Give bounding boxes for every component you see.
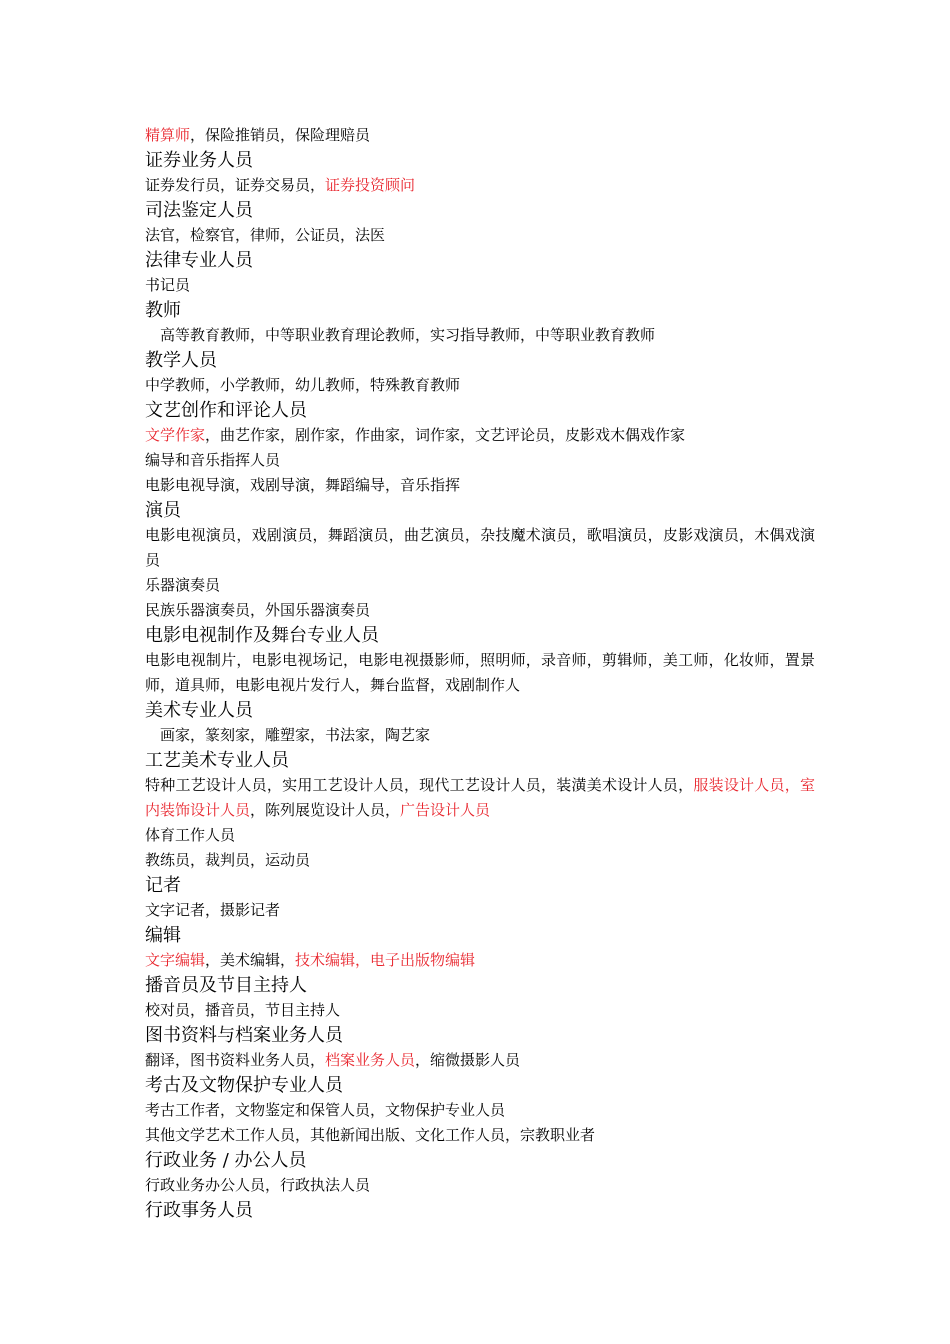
text-line: [145, 948, 815, 973]
text-segment: 教练员，裁判员，运动员: [145, 851, 311, 869]
text-line: [145, 823, 815, 848]
text-segment: 编辑: [145, 925, 181, 946]
text-segment: 文字记者，摄影记者: [145, 901, 281, 919]
text-segment: 电影电视演员，戏剧演员，舞蹈演员，曲艺演员，杂技魔术演员，歌唱演员，皮影戏演员，木偶戏演员: [145, 526, 815, 569]
text-line: [145, 373, 815, 398]
text-line: [145, 1098, 815, 1123]
text-segment: 考古及文物保护专业人员: [145, 1075, 343, 1096]
text-line: [145, 173, 815, 198]
text-segment: 高等教育教师，中等职业教育理论教师，实习指导教师，中等职业教育教师: [160, 326, 656, 344]
text-line: [145, 898, 815, 923]
text-line: [145, 1048, 815, 1073]
highlighted-text: 文字编辑: [145, 951, 206, 969]
text-segment: 特种工艺设计人员，实用工艺设计人员，现代工艺设计人员，装潢美术设计人员，: [145, 776, 694, 794]
section-heading: [145, 873, 815, 898]
text-segment: 图书资料与档案业务人员: [145, 1025, 343, 1046]
text-segment: 证券发行员，证券交易员，: [145, 176, 326, 194]
section-heading: [145, 698, 815, 723]
section-heading: [145, 973, 815, 998]
text-segment: 播音员及节目主持人: [145, 975, 307, 996]
text-line: [145, 523, 815, 573]
section-heading: [145, 623, 815, 648]
section-heading: [145, 348, 815, 373]
text-segment: 电影电视导演，戏剧导演，舞蹈编导，音乐指挥: [145, 476, 461, 494]
document-body: [145, 123, 815, 1223]
text-line: [145, 273, 815, 298]
text-segment: 记者: [145, 875, 181, 896]
text-line: [145, 773, 815, 823]
section-heading: [145, 498, 815, 523]
highlighted-text: 精算师: [145, 126, 191, 144]
text-segment: 法律专业人员: [145, 250, 253, 271]
section-heading: [145, 398, 815, 423]
text-line: [145, 1173, 815, 1198]
text-line: [145, 448, 815, 473]
highlighted-text: 广告设计人员: [400, 801, 491, 819]
text-segment: 书记员: [145, 276, 191, 294]
section-heading: [145, 248, 815, 273]
highlighted-text: 证券投资顾问: [325, 176, 416, 194]
highlighted-text: 档案业务人员: [325, 1051, 416, 1069]
text-segment: ，保险推销员，保险理赔员: [190, 126, 371, 144]
section-heading: [145, 1073, 815, 1098]
section-heading: [145, 923, 815, 948]
text-line: [145, 1123, 815, 1148]
text-segment: 电影电视制片，电影电视场记，电影电视摄影师，照明师，录音师，剪辑师，美工师，化妆师，置景师，道具师，电影电视片发行人，舞台监督，戏剧制作人: [145, 651, 815, 694]
text-line: [145, 223, 815, 248]
text-segment: 行政业务 / 办公人员: [145, 1150, 307, 1171]
text-segment: ，曲艺作家，剧作家，作曲家，词作家，文艺评论员，皮影戏木偶戏作家: [205, 426, 686, 444]
section-heading: [145, 1148, 815, 1173]
section-heading: [145, 298, 815, 323]
text-segment: 演员: [145, 500, 181, 521]
text-segment: 中学教师，小学教师，幼儿教师，特殊教育教师: [145, 376, 461, 394]
text-segment: 其他文学艺术工作人员，其他新闻出版、文化工作人员，宗教职业者: [145, 1126, 596, 1144]
section-heading: [145, 148, 815, 173]
text-segment: 体育工作人员: [145, 826, 236, 844]
text-line: [145, 723, 815, 748]
section-heading: [145, 748, 815, 773]
text-segment: 教师: [145, 300, 181, 321]
text-line: [145, 648, 815, 698]
text-line: [145, 473, 815, 498]
text-line: [145, 848, 815, 873]
text-segment: 画家，篆刻家，雕塑家，书法家，陶艺家: [160, 726, 431, 744]
text-segment: 行政事务人员: [145, 1200, 253, 1221]
highlighted-text: 服装设计人员，室内装饰设计人员: [145, 776, 815, 819]
highlighted-text: 技术编辑，电子出版物编辑: [295, 951, 476, 969]
text-segment: 行政业务办公人员，行政执法人员: [145, 1176, 371, 1194]
text-line: [145, 998, 815, 1023]
text-segment: 教学人员: [145, 350, 217, 371]
text-line: [145, 423, 815, 448]
text-line: [145, 323, 815, 348]
text-segment: 法官，检察官，律师，公证员，法医: [145, 226, 386, 244]
text-line: [145, 123, 815, 148]
text-line: [145, 598, 815, 623]
text-segment: 乐器演奏员: [145, 576, 221, 594]
text-segment: 校对员，播音员，节目主持人: [145, 1001, 341, 1019]
text-segment: 民族乐器演奏员，外国乐器演奏员: [145, 601, 371, 619]
text-segment: 证券业务人员: [145, 150, 253, 171]
text-segment: 司法鉴定人员: [145, 200, 253, 221]
text-segment: ，缩微摄影人员: [415, 1051, 521, 1069]
text-line: [145, 573, 815, 598]
text-segment: ，美术编辑，: [205, 951, 296, 969]
text-segment: 考古工作者，文物鉴定和保管人员，文物保护专业人员: [145, 1101, 506, 1119]
text-segment: ，陈列展览设计人员，: [250, 801, 401, 819]
section-heading: [145, 1023, 815, 1048]
text-segment: 编导和音乐指挥人员: [145, 451, 281, 469]
section-heading: [145, 198, 815, 223]
text-segment: 电影电视制作及舞台专业人员: [145, 625, 379, 646]
text-segment: 翻译，图书资料业务人员，: [145, 1051, 326, 1069]
text-segment: 文艺创作和评论人员: [145, 400, 307, 421]
text-segment: 美术专业人员: [145, 700, 253, 721]
highlighted-text: 文学作家: [145, 426, 206, 444]
section-heading: [145, 1198, 815, 1223]
text-segment: 工艺美术专业人员: [145, 750, 289, 771]
